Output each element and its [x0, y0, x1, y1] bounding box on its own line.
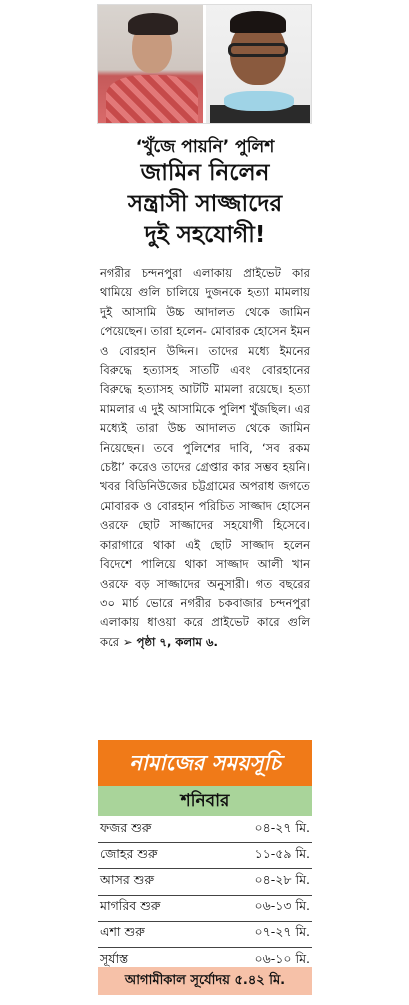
- headline-line-3: দুই সহযোগী!: [144, 222, 266, 248]
- prayer-times-table: [98, 817, 312, 974]
- sunrise-tomorrow: আগামীকাল সূর্যোদয় ৫.৪২ মি.: [98, 967, 312, 995]
- article-text: নগরীর চন্দনপুরা এলাকায় প্রাইভেট কার থামিয়ে গুলি চালিয়ে দুজনকে হত্যা মামলায় দুই আসামি উচ্চ আদালত থেকে জামিন পেয়েছেন। তারা হলেন- মোবারক হোসেন ইমন ও বোরহান উদ্দিন। তাদের মধ্যে ইমনের বিরুদ্ধে হত্যাসহ সাতটি এবং বোরহানের বিরুদ্ধে হত্যাসহ আটটি মামলা রয়েছে। হত্যা মামলার এ দুই আসামিকে পুলিশ খুঁজছিল। এর মধ্যেই তারা উচ্চ আদালত থেকে জামিন নিয়েছেন। তবে পুলিশের দাবি, ‘সব রকম চেষ্টা’ করেও তাদের গ্রেপ্তার কার সম্ভব হয়নি। খবর বিডিনিউজের চট্টগ্রামের অপরাধ জগতে মোবারক ও বোরহান পরিচিত সাজ্জাদ হোসেন ওরফে ছোট সাজ্জাদের সহযোগী হিসেবে। কারাগারে থাকা এই ছোট সাজ্জাদ হলেন বিদেশে পালিয়ে থাকা সাজ্জাদ আলী খান ওরফে বড় সাজ্জাদের অনুসারী। গত বছরের ৩০ মার্চ ভোরে নগরীর চকবাজার চন্দনপুরা এলাকায় ধাওয়া করে প্রাইভেট কারে গুলি করে: [100, 266, 310, 649]
- prayer-name: জোহর শুরু: [100, 845, 158, 861]
- continued-on-page: ➢ পৃষ্ঠা ৭, কলাম ৬.: [122, 634, 218, 649]
- prayer-time: ০৪-২৮ মি.: [254, 871, 310, 887]
- prayer-day: শনিবার: [98, 786, 312, 816]
- prayer-name: মাগরিব শুরু: [100, 898, 161, 914]
- prayer-row: [98, 843, 312, 869]
- prayer-time: ০৭-২৭ মি.: [254, 924, 310, 940]
- prayer-name: সূর্যাস্ত: [100, 950, 129, 966]
- article-body: [100, 264, 310, 652]
- prayer-name: এশা শুরু: [100, 924, 145, 940]
- prayer-row: [98, 817, 312, 843]
- prayer-row: [98, 896, 312, 922]
- prayer-name: ফজর শুরু: [100, 819, 152, 835]
- prayer-row: [98, 922, 312, 948]
- prayer-row: [98, 869, 312, 895]
- prayer-time: ০৬-১৩ মি.: [254, 898, 310, 914]
- right-person-photo: [206, 5, 311, 123]
- prayer-schedule-title: নামাজের সময়সূচি: [98, 740, 312, 786]
- glasses-shape: [228, 43, 288, 57]
- headline-kicker: ‘খুঁজে পায়নি’ পুলিশ: [135, 137, 275, 157]
- headline: [98, 136, 312, 251]
- photo-strip: [97, 4, 312, 124]
- prayer-time: ১১-৫৯ মি.: [254, 845, 310, 861]
- prayer-name: আসর শুরু: [100, 871, 155, 887]
- headline-line-2: সন্ত্রাসী সাজ্জাদের: [127, 191, 283, 217]
- shirt-shape: [106, 75, 198, 123]
- hair-shape: [230, 11, 286, 33]
- face-mask-shape: [224, 91, 294, 111]
- hair-shape: [128, 13, 178, 35]
- prayer-time: ০৬-১০ মি.: [254, 950, 310, 966]
- prayer-time: ০৪-২৭ মি.: [254, 819, 310, 835]
- left-person-photo: [98, 5, 203, 123]
- headline-line-1: জামিন নিলেন: [140, 160, 270, 186]
